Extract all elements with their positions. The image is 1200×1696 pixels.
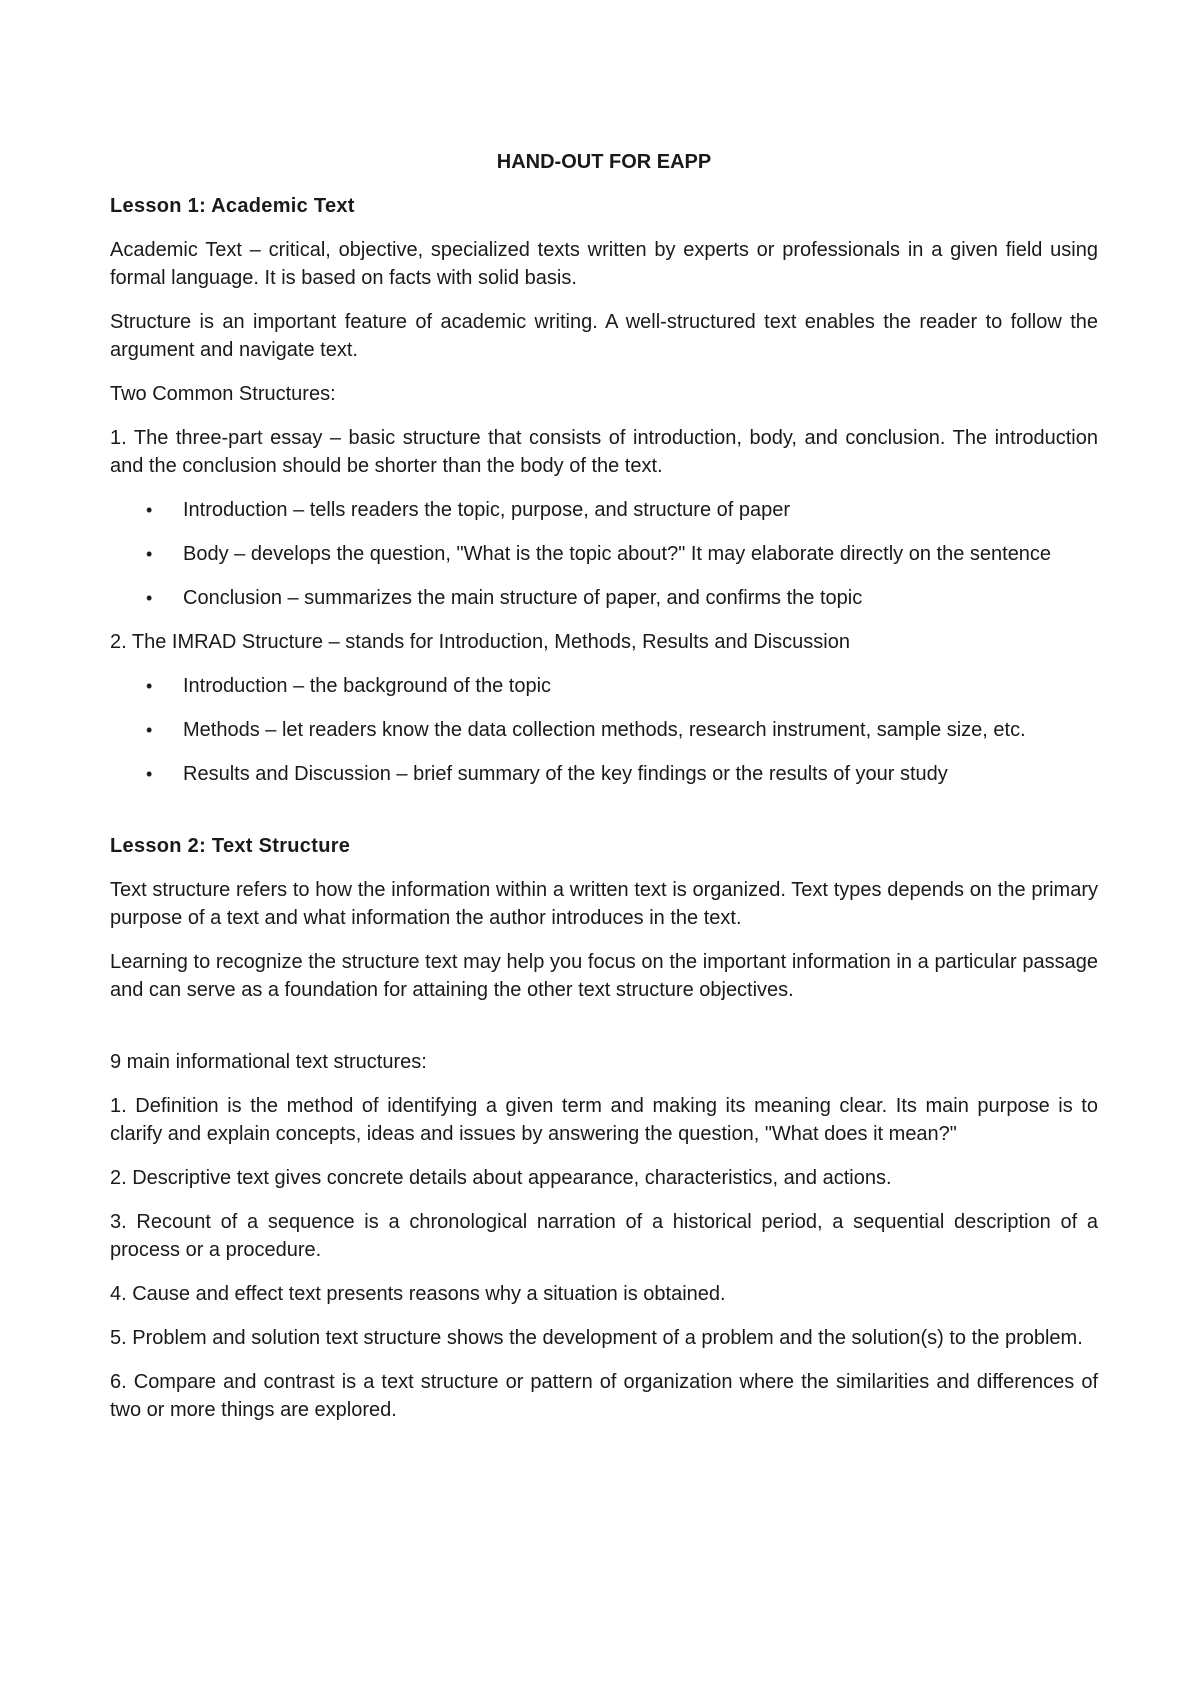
list-item (110, 584, 1098, 612)
list-item-text: Body – develops the question, "What is the topic about?" It may elaborate directly on the sentence (183, 543, 1052, 565)
list-item (110, 760, 1098, 788)
structure2-description: 2. The IMRAD Structure – stands for Introduction, Methods, Results and Discussion (110, 631, 850, 653)
bullet-icon: • (146, 588, 153, 608)
text-structure-item: 3. Recount of a sequence is a chronological narration of a historical period, a sequential description of a process or a procedure. (110, 1211, 1098, 1261)
page-title: HAND-OUT FOR EAPP (496, 151, 712, 173)
bullet-icon: • (146, 544, 153, 564)
structure2-bullet-list (110, 672, 1098, 788)
text-structure-item: 6. Compare and contrast is a text structure or pattern of organization where the similarities and differences of two or more things are explored. (110, 1371, 1098, 1421)
lesson1-paragraph-structure: Structure is an important feature of academic writing. A well-structured text enables the reader to follow the argument and navigate text. (110, 311, 1098, 361)
list-item-text: Conclusion – summarizes the main structure of paper, and confirms the topic (183, 587, 863, 609)
document-page (110, 148, 1098, 1440)
lesson1-paragraph-definition: Academic Text – critical, objective, specialized texts written by experts or professionals in a given field using formal language. It is based on facts with solid basis. (110, 239, 1098, 289)
list-item (110, 496, 1098, 524)
lesson2-paragraph-definition: Text structure refers to how the information within a written text is organized. Text types depends on the primary purpose of a text and what information the author introduces in the text. (110, 879, 1098, 929)
bullet-icon: • (146, 764, 153, 784)
lesson2-paragraph-learning: Learning to recognize the structure text may help you focus on the important information in a particular passage and can serve as a foundation for attaining the other text structure objectives. (110, 951, 1098, 1001)
text-structure-item: 2. Descriptive text gives concrete details about appearance, characteristics, and actions. (110, 1167, 892, 1189)
lesson2-heading: Lesson 2: Text Structure (110, 835, 351, 857)
text-structure-item: 4. Cause and effect text presents reasons why a situation is obtained. (110, 1283, 726, 1305)
structure1-bullet-list (110, 496, 1098, 612)
list-item-text: Results and Discussion – brief summary of the key findings or the results of your study (183, 763, 948, 785)
list-item-text: Methods – let readers know the data collection methods, research instrument, sample size, etc. (183, 719, 1026, 741)
list-item (110, 540, 1098, 568)
text-structure-item: 5. Problem and solution text structure shows the development of a problem and the solution(s) to the problem. (110, 1327, 1083, 1349)
bullet-icon: • (146, 500, 153, 520)
text-structure-item: 1. Definition is the method of identifying a given term and making its meaning clear. Its main purpose is to clarify and explain concepts, ideas and issues by answering the question, "What does it mean?" (110, 1095, 1098, 1145)
bullet-icon: • (146, 676, 153, 696)
bullet-icon: • (146, 720, 153, 740)
lesson1-heading: Lesson 1: Academic Text (110, 195, 355, 217)
structure1-description: 1. The three-part essay – basic structure that consists of introduction, body, and conclusion. The introduction and the conclusion should be shorter than the body of the text. (110, 427, 1098, 477)
text-structures-intro: 9 main informational text structures: (110, 1051, 427, 1073)
list-item-text: Introduction – the background of the topic (183, 675, 552, 697)
list-item (110, 716, 1098, 744)
list-item-text: Introduction – tells readers the topic, purpose, and structure of paper (183, 499, 791, 521)
list-item (110, 672, 1098, 700)
lesson1-paragraph-common-structures: Two Common Structures: (110, 383, 336, 405)
